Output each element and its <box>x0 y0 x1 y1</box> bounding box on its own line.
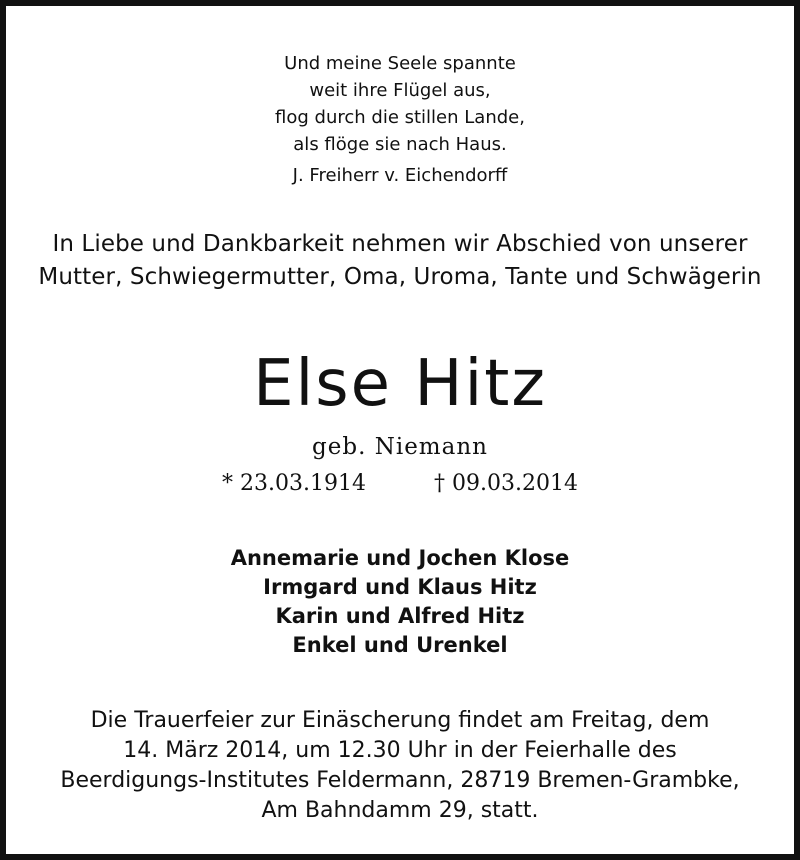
poem-line: flog durch die stillen Lande, <box>275 107 525 128</box>
ceremony-line: Beerdigungs-Institutes Feldermann, 28719 Bremen-Grambke, <box>60 768 740 793</box>
ceremony-line: Am Bahndamm 29, statt. <box>261 798 539 823</box>
life-dates <box>6 469 794 499</box>
intro-line: In Liebe und Dankbarkeit nehmen wir Abschied von unserer <box>52 231 748 257</box>
mourner: Annemarie und Jochen Klose <box>230 546 570 570</box>
mourner: Karin und Alfred Hitz <box>275 604 525 628</box>
mourner: Enkel und Urenkel <box>292 633 508 657</box>
birth-date: * 23.03.1914 <box>222 471 366 496</box>
poem <box>6 50 794 189</box>
intro-text <box>6 228 794 294</box>
ceremony-info <box>6 706 794 826</box>
poem-line: als flöge sie nach Haus. <box>293 134 507 155</box>
mourners-list <box>6 544 794 660</box>
poem-line: Und meine Seele spannte <box>284 53 516 74</box>
poem-line: weit ihre Flügel aus, <box>309 80 491 101</box>
maiden-name: geb. Niemann <box>312 434 488 460</box>
ceremony-line: 14. März 2014, um 12.30 Uhr in der Feierhalle des <box>123 738 677 763</box>
mourner: Irmgard und Klaus Hitz <box>263 575 537 599</box>
deceased-name: Else Hitz <box>253 347 547 421</box>
intro-line: Mutter, Schwiegermutter, Oma, Uroma, Tante und Schwägerin <box>38 264 762 290</box>
ceremony-line: Die Trauerfeier zur Einäscherung findet am Freitag, dem <box>90 708 710 733</box>
death-date: † 09.03.2014 <box>434 471 578 496</box>
poem-author: J. Freiherr v. Eichendorff <box>292 165 508 186</box>
